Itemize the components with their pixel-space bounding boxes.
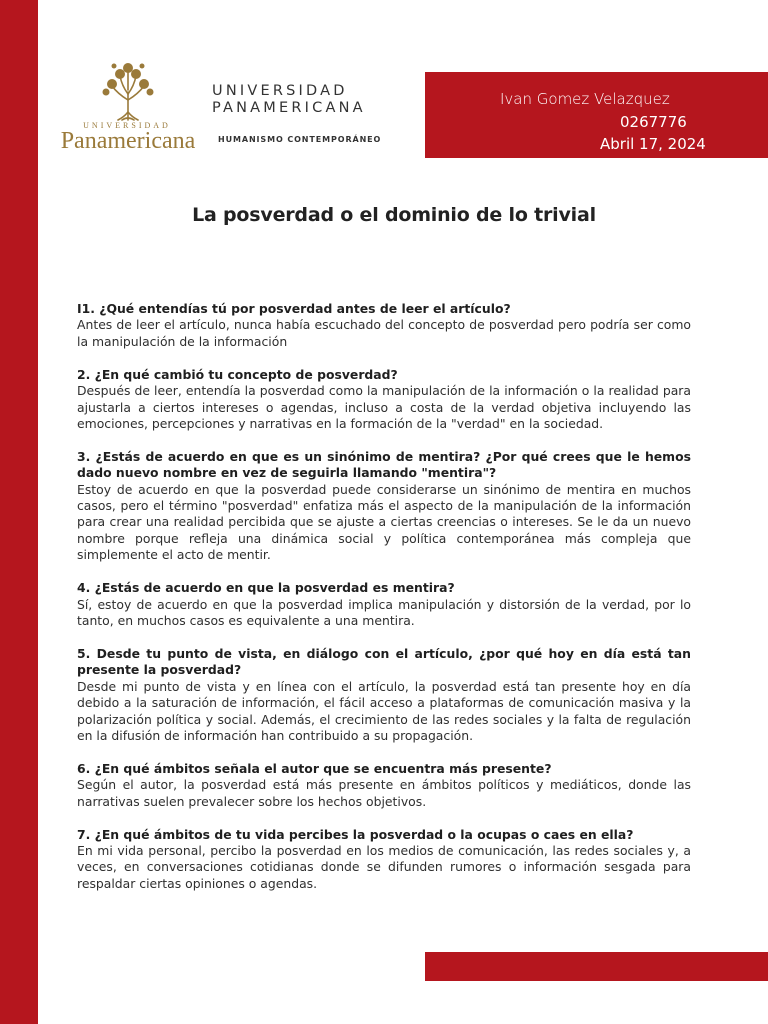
qa-item <box>77 580 691 629</box>
question: 4. ¿Estás de acuerdo en que la posverdad es mentira? <box>77 580 455 596</box>
answer: Sí, estoy de acuerdo en que la posverdad implica manipulación y distorsión de la verdad, por lo tanto, en muchos casos es equivalente a una mentira. <box>77 596 691 628</box>
subject-name: HUMANISMO CONTEMPORÁNEO <box>218 135 382 144</box>
question: I1. ¿Qué entendías tú por posverdad antes de leer el artículo? <box>77 301 511 316</box>
question: 7. ¿En qué ámbitos de tu vida percibes la posverdad o la ocupas o caes en ella? <box>77 826 634 842</box>
student-info-box <box>425 72 768 158</box>
qa-item <box>77 761 691 810</box>
answer: Estoy de acuerdo en que la posverdad puede considerarse un sinónimo de mentira en muchos casos, pero el término "posverdad" enfatiza más el aspecto de la manipulación de la información para crear una realidad percibida que se ajuste a ciertas creencias o intereses. Se le da un nuevo nombre porque refleja una dinámica social y política contemporánea más compleja que simplemente el acto de mentir. <box>77 481 691 563</box>
student-id: 0267776 <box>620 113 687 131</box>
answer: En mi vida personal, percibo la posverdad en los medios de comunicación, las redes sociales y, a veces, en conversaciones cotidianas donde se difunden rumores o información sesgada para respaldar ciertas opiniones o agendas. <box>77 842 691 891</box>
tree-emblem-icon <box>48 60 208 122</box>
student-name: Ivan Gomez Velazquez <box>500 90 670 108</box>
qa-item <box>77 367 691 433</box>
brand-name <box>212 83 366 117</box>
qa-item <box>77 646 691 744</box>
qa-list <box>77 301 691 909</box>
answer: Después de leer, entendía la posverdad como la manipulación de la información o la realidad para ajustarla a ciertos intereses o agendas, incluso a costa de la verdad objetiva incluyendo las emociones, percepciones y narrativas en la formación de la "verdad" en la sociedad. <box>77 383 691 431</box>
qa-item <box>77 301 691 350</box>
document-title: La posverdad o el dominio de lo trivial <box>192 204 596 226</box>
left-accent-bar <box>0 0 38 1024</box>
answer: Desde mi punto de vista y en línea con el artículo, la posverdad está tan presente hoy en día debido a la saturación de información, el fácil acceso a plataformas de comunicación masiva y la polarización política y social. Además, el crecimiento de las redes sociales y la falta de regulación en la difusión de información han contribuido a su propagación. <box>77 678 691 743</box>
answer: Antes de leer el artículo, nunca había escuchado del concepto de posverdad pero podría ser como la manipulación de la información <box>77 317 691 349</box>
qa-item <box>77 827 691 893</box>
question: 5. Desde tu punto de vista, en diálogo con el artículo, ¿por qué hoy en día está tan presente la posverdad? <box>77 645 691 678</box>
logo-wordmark: Panamericana <box>60 128 196 154</box>
footer-accent-bar <box>425 952 768 981</box>
document-date: Abril 17, 2024 <box>600 135 706 153</box>
question: 6. ¿En qué ámbitos señala el autor que se encuentra más presente? <box>77 760 552 776</box>
logo-caption: UNIVERSIDAD <box>83 121 171 130</box>
qa-item <box>77 449 691 564</box>
brand-line-2: PANAMERICANA <box>212 100 366 116</box>
brand-line-1: UNIVERSIDAD <box>212 83 348 99</box>
question: 3. ¿Estás de acuerdo en que es un sinónimo de mentira? ¿Por qué crees que le hemos dado nuevo nombre en vez de seguirla llamando "mentira"? <box>77 448 691 481</box>
question: 2. ¿En qué cambió tu concepto de posverdad? <box>77 366 398 382</box>
answer: Según el autor, la posverdad está más presente en ámbitos políticos y mediáticos, donde las narrativas suelen prevalecer sobre los hechos objetivos. <box>77 777 691 809</box>
